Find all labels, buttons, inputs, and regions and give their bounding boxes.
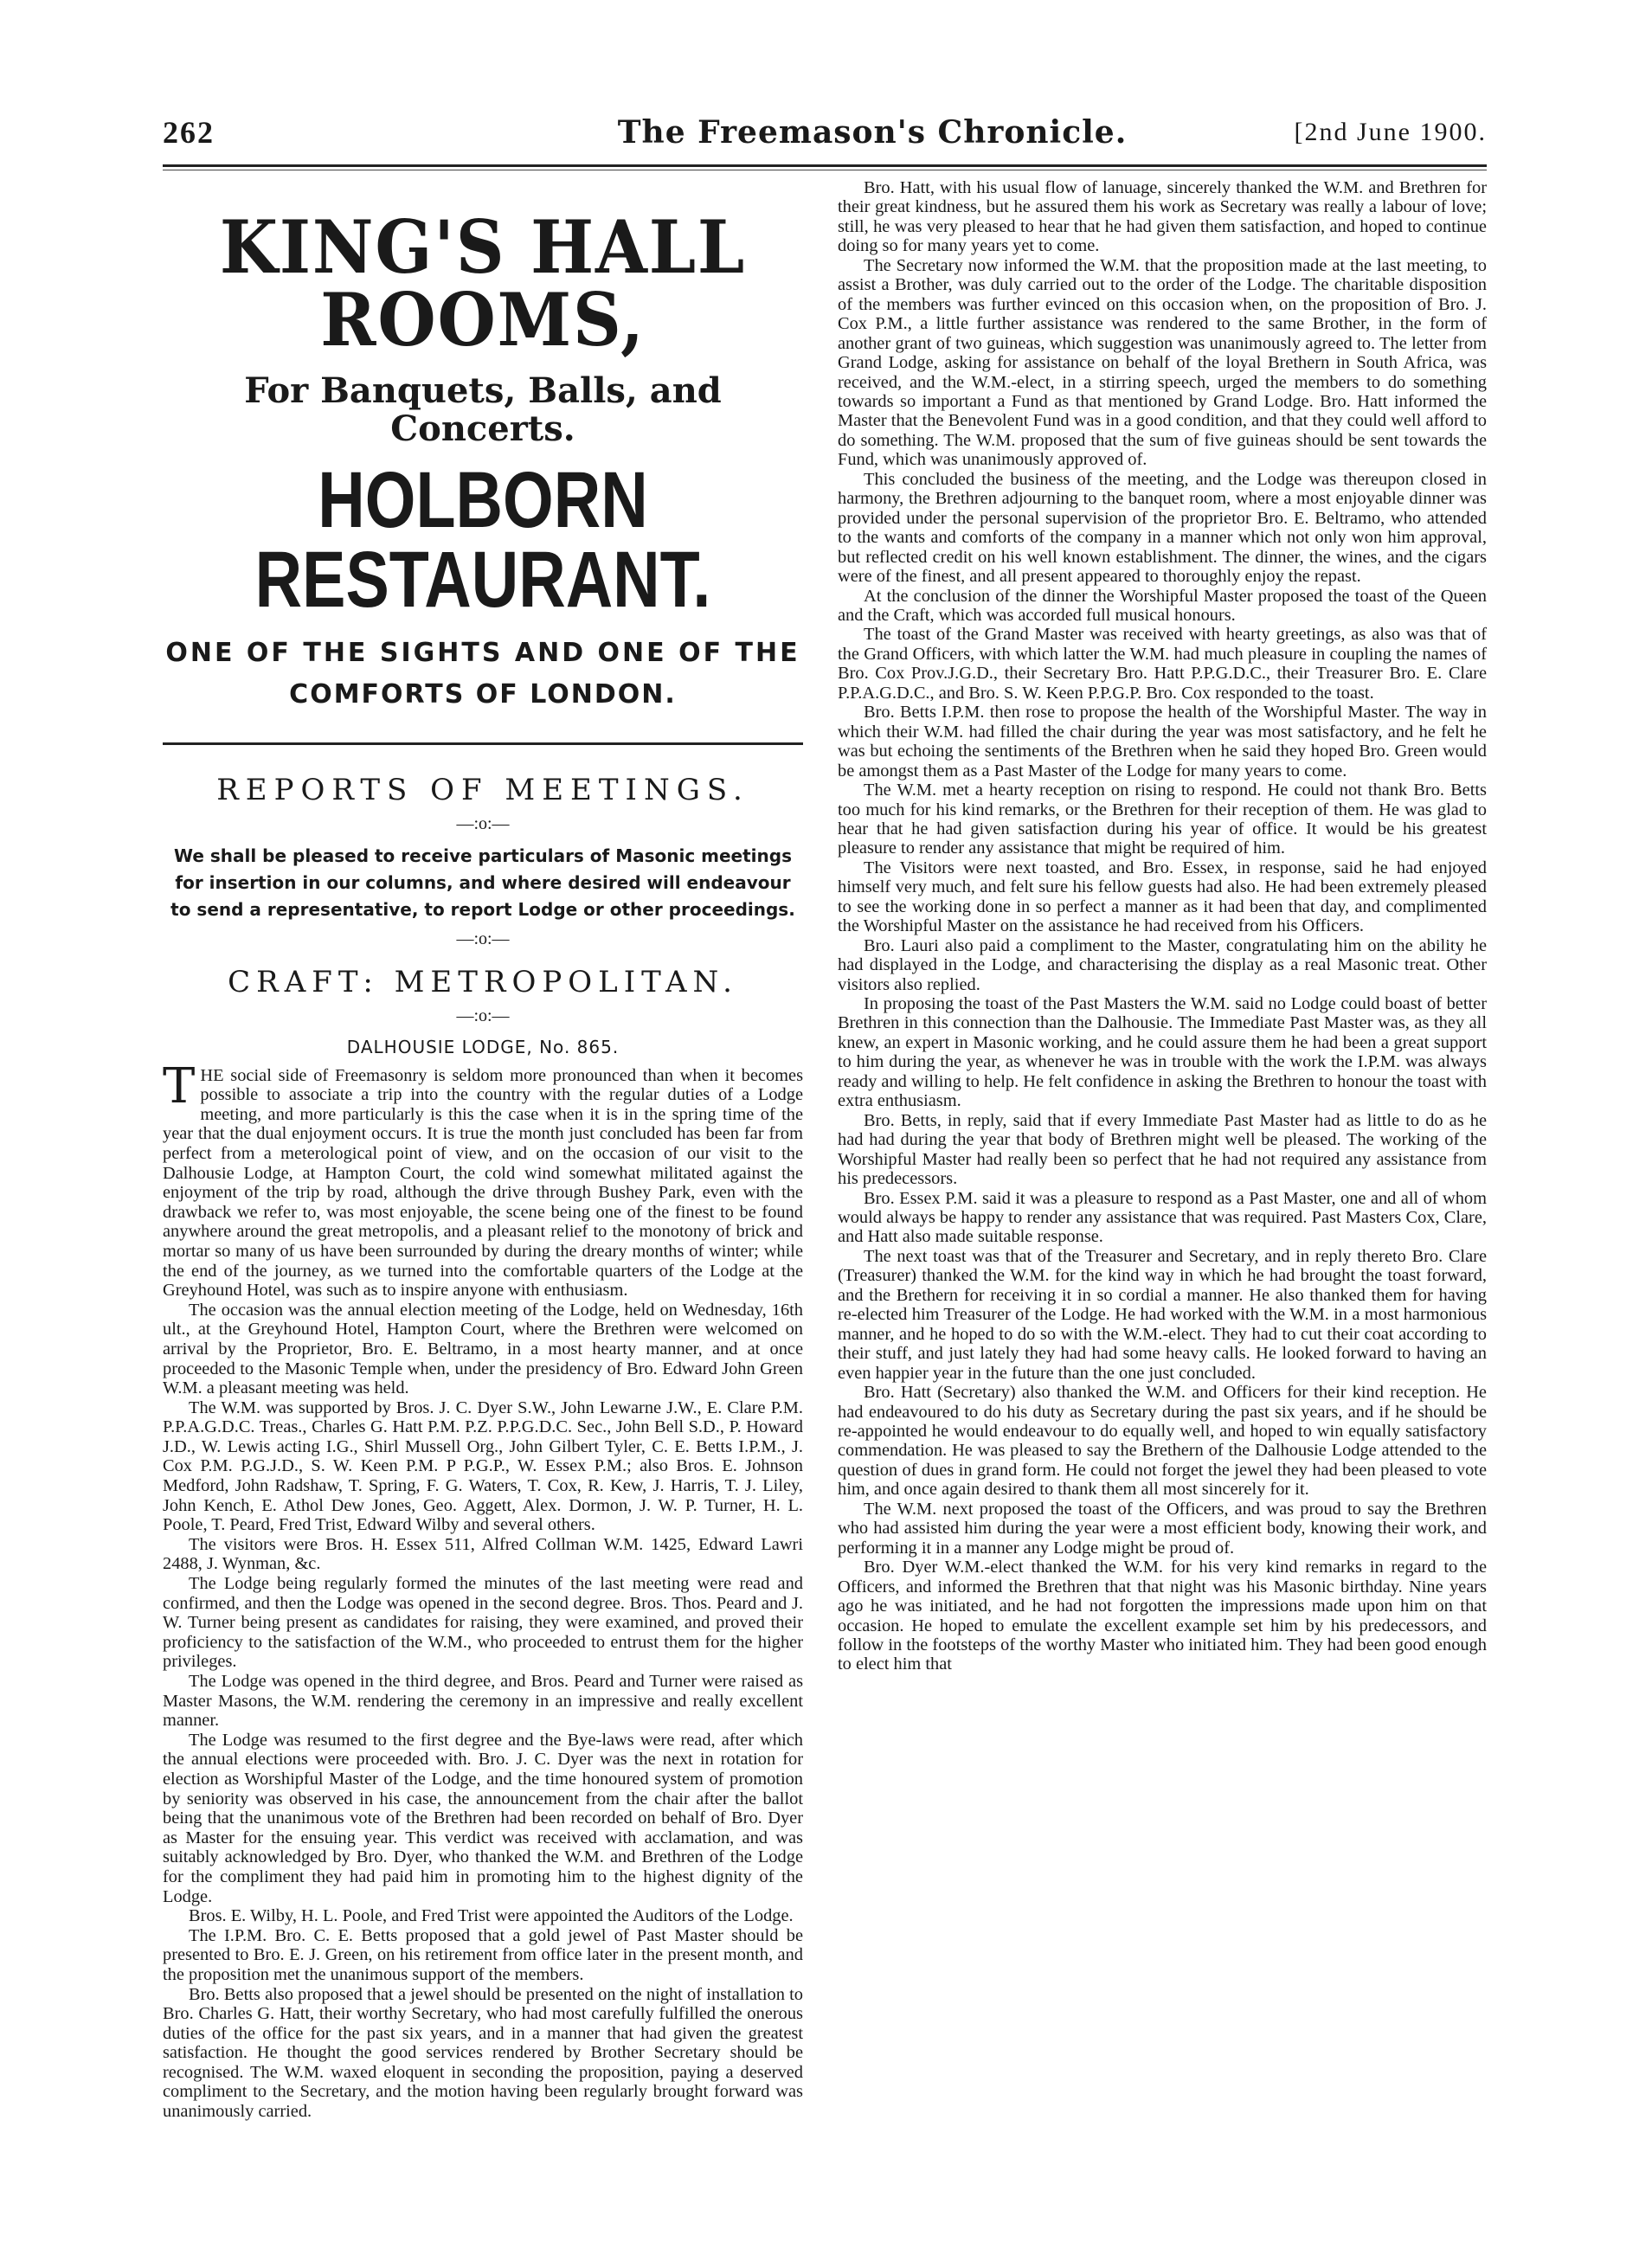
page-number: 262 bbox=[163, 115, 215, 150]
header-rule bbox=[163, 164, 1487, 167]
masthead-title: The Freemason's Chronicle. bbox=[617, 114, 1128, 151]
article-paragraph: The toast of the Grand Master was received with hearty greetings, as also was that of the Grand Officers, with which latter the W.M. had much pleasure in coupling the names of Bro. Cox Prov.J.G.D., their Secretary Bro. Hatt P.P.G.D.C., their Treasurer Bro. E. Clare P.P.A.G.D.C., and Bro. S. W. Keen P.P.G.P. Bro. Cox responded to the toast. bbox=[838, 625, 1487, 703]
article-paragraph: The W.M. next proposed the toast of the Officers, and was proud to say the Brethren who had assisted him during the year were a most efficient body, knowing their work, and performing it in a manner any Lodge might be proud of. bbox=[838, 1499, 1487, 1558]
ad-comforts-line: COMFORTS OF LONDON. bbox=[289, 679, 677, 710]
article-paragraph: The next toast was that of the Treasurer and Secretary, and in reply thereto Bro. Clare (Treasurer) thanked the W.M. for the kind way in which he had brought the toast forward, and the Brethern for receiving it in so cordial a manner. He also thanked them for having re-elected him Treasurer of the Lodge. He had worked with the W.M. in a most harmonious manner, and he hoped to do so with the W.M.-elect. They had to cut their coat according to their stuff, and just lately they had had some heavy calls. He looked forward to having an even happier year in the future than the one just concluded. bbox=[838, 1246, 1487, 1383]
ad-kings-hall: KING'S HALL ROOMS, bbox=[219, 204, 747, 363]
ad-banquets-line: For Banquets, Balls, and Concerts. bbox=[244, 370, 722, 449]
article-paragraph: The occasion was the annual election meeting of the Lodge, held on Wednesday, 16th ult., at the Greyhound Hotel, Hampton Court, where the Brethren were welcomed on arrival by the Proprietor, Bro. E. Beltramo, in a most hearty manner, and at once proceeded to the Masonic Temple when, under the presidency of Bro. Edward John Green W.M. a pleasant meeting was held. bbox=[163, 1300, 803, 1398]
issue-date: [2nd June 1900. bbox=[1294, 118, 1487, 146]
reports-heading: REPORTS OF MEETINGS. bbox=[216, 773, 749, 807]
article-paragraph: Bro. Betts I.P.M. then rose to propose the health of the Worshipful Master. The way in which their W.M. had filled the chair during the year was most satisfactory, and he felt he was but echoing the sentiments of the Brethren when he said they hoped Bro. Green would be amongst them as a Past Master of the Lodge for many years to come. bbox=[838, 703, 1487, 781]
article-paragraph: Bro. Hatt, with his usual flow of lanuage, sincerely thanked the W.M. and Brethren for their great kindness, but he assured them his work as Secretary was really a labour of love; still, he was very pleased to hear that he had given them satisfaction, and hoped to continue doing so for many years yet to come. bbox=[838, 178, 1487, 256]
left-column bbox=[163, 182, 803, 2122]
article-paragraph: Bro. Betts also proposed that a jewel should be presented on the night of installation to Bro. Charles G. Hatt, their worthy Secretary, who had most carefully fulfilled the onerous duties of the office for the past six years, and in a manner that had given the greatest satisfaction. He thought the good services rendered by Brother Secretary should be recognised. The W.M. waxed eloquent in seconding the proposition, paying a deserved compliment to the Secretary, and the motion having been regularly brought forward was unanimously carried. bbox=[163, 1984, 803, 2122]
article-paragraph: In proposing the toast of the Past Masters the W.M. said no Lodge could boast of better Brethren in this connection than the Dalhousie. The Immediate Past Master was, as they all knew, an expert in Masonic working, and he could assure them he had been a great support to him during the year, as whenever he was in trouble with the work the I.P.M. was always ready and willing to help. He felt confidence in asking the Brethren to honour the toast with extra enthusiasm. bbox=[838, 994, 1487, 1111]
article-paragraph: The Secretary now informed the W.M. that the proposition made at the last meeting, to assist a Brother, was duly carried out to the order of the Lodge. The charitable disposition of the members was further evinced on this occasion when, on the proposition of Bro. J. Cox P.M., a little further assistance was rendered to the same Brother, in the form of another grant of two guineas, which suggestion was unanimously agreed to. The letter from Grand Lodge, asking for assistance on behalf of the loyal Brethern in South Africa, was received, and the W.M.-elect, in a stirring speech, urged the members to do something towards so important a Fund as that mentioned by Grand Lodge. Bro. Hatt informed the Master that the Benevolent Fund was in a good condition, and that they could well afford to do something. The W.M. proposed that the sum of five guineas should be sent towards the Fund, which was unanimously approved of. bbox=[838, 255, 1487, 470]
article-paragraph: Bros. E. Wilby, H. L. Poole, and Fred Trist were appointed the Auditors of the Lodge. bbox=[189, 1906, 794, 1926]
ad-divider bbox=[163, 742, 803, 745]
article-paragraph: This concluded the business of the meeting, and the Lodge was thereupon closed in harmony, the Brethren adjourning to the banquet room, where a most enjoyable dinner was provided under the personal supervision of the proprietor Bro. E. Beltramo, who attended to the wants and comforts of the company in a manner which not only won him approval, but reflected credit on his well known establishment. The dinner, the wines, and the cigars were of the finest, and all present appeared to thoroughly enjoy the repast. bbox=[838, 469, 1487, 587]
article-paragraph: Bro. Essex P.M. said it was a pleasure to respond as a Past Master, one and all of whom would always be happy to render any assistance that was required. Past Masters Cox, Clare, and Hatt also made suitable response. bbox=[838, 1188, 1487, 1247]
advertisement bbox=[163, 204, 803, 745]
running-header bbox=[163, 114, 1487, 163]
article-paragraph: The Lodge was opened in the third degree, and Bros. Peard and Turner were raised as Master Masons, the W.M. rendering the ceremony in an impressive and really excellent manner. bbox=[163, 1672, 803, 1731]
article-paragraph: The Lodge was resumed to the first degree and the Bye-laws were read, after which the annual elections were proceeded with. Bro. J. C. Dyer was the next in rotation for election as Worshipful Master of the Lodge, and the time honoured system of promotion by seniority was observed in his case, the announcement from the chair after the ballot being that the unanimous vote of the Brethren had been recorded on behalf of Bro. Dyer as Master for the ensuing year. This verdict was received with acclamation, and was suitably acknowledged by Bro. Dyer, who thanked the W.M. and Brethren of the Lodge for the compliment they had paid him in promoting him to the highest dignity of the Lodge. bbox=[163, 1730, 803, 1906]
article-paragraph: Bro. Dyer W.M.-elect thanked the W.M. for his very kind remarks in regard to the Officers, and informed the Brethren that that night was his Masonic birthday. Nine years ago he was initiated, and he had not forgotten the impressions made upon him on that occasion. He hoped to emulate the excellent example set him by his predecessors, and follow in the footsteps of the worthy Master who initiated him. They had been good enough to elect him that bbox=[838, 1558, 1487, 1674]
article-paragraph: The Lodge being regularly formed the minutes of the last meeting were read and confirmed, and then the Lodge was opened in the second degree. Bros. Thos. Peard and J. W. Turner being present as candidates for raising, they were examined, and proved their proficiency to the satisfaction of the W.M., who proceeded to entrust them for the higher privileges. bbox=[163, 1574, 803, 1672]
craft-heading: CRAFT: METROPOLITAN. bbox=[228, 964, 738, 999]
article-paragraph: The I.P.M. Bro. C. E. Betts proposed that a gold jewel of Past Master should be presented to Bro. E. J. Green, on his retirement from office later in the present month, and the proposition met the unanimous support of the members. bbox=[163, 1925, 803, 1984]
ornament-separator-3: —:o:— bbox=[456, 1006, 510, 1025]
article-paragraph: The W.M. met a hearty reception on rising to respond. He could not thank Bro. Betts too much for his kind remarks, or the Brethren for their reception of them. He was glad to hear that he had given satisfaction during his year of office. It would be his greatest pleasure to render any assistance that might be required of him. bbox=[838, 781, 1487, 858]
ad-sights-line: ONE OF THE SIGHTS AND ONE OF THE bbox=[165, 638, 800, 668]
lodge-heading: DALHOUSIE LODGE, No. 865. bbox=[346, 1036, 620, 1057]
ad-holborn-restaurant: HOLBORN RESTAURANT. bbox=[254, 456, 711, 624]
right-column bbox=[838, 178, 1487, 1674]
article-paragraph: The Visitors were next toasted, and Bro. Essex, in response, said he had enjoyed himself very much, and felt sure his fellow guests had also. He had been extremely pleased to see the working done in so perfect a manner as it had been that day, and complimented the Worshipful Master on the assistance he had received from his Officers. bbox=[838, 858, 1487, 936]
article-paragraph: Bro. Hatt (Secretary) also thanked the W.M. and Officers for their kind reception. He had endeavoured to do his duty as Secretary during the past six years, and if he should be re-appointed he would endeavour to do equally well, and hoped to win equally satisfactory commendation. He was pleased to say the Brethern of the Dalhousie Lodge attended to the question of dues in grand form. He could not forget the jewel they had been pleased to vote him, and once again desired to thank them all most sincerely for it. bbox=[838, 1383, 1487, 1500]
article-paragraph: Bro. Betts, in reply, said that if every Immediate Past Master had as little to do as he had had during the year that body of Brethren might well be pleased. The working of the Worshipful Master had really been so perfect that he had not required any assistance from his predecessors. bbox=[838, 1110, 1487, 1189]
article-paragraph: Bro. Lauri also paid a compliment to the Master, congratulating him on the ability he had displayed in the Lodge, and characterising the display as a real Masonic treat. Other visitors also replied. bbox=[838, 935, 1487, 994]
drop-cap: T bbox=[163, 1057, 196, 1115]
article-right-body bbox=[838, 178, 1487, 1674]
article-paragraph: The W.M. was supported by Bros. J. C. Dyer S.W., John Lewarne J.W., E. Clare P.M. P.P.A.G.D.C. Treas., Charles G. Hatt P.M. P.Z. P.P.G.D.C. Sec., John Bell S.D., P. Howard J.D., W. Lewis acting I.G., Shirl Mussell Org., John Gilbert Tyler, C. E. Betts I.P.M., J. Cox P.M. P.G.J.D., S. W. Keen P.M. P P.G.P., W. Essex P.M.; also Bros. E. Johnson Medford, John Radshaw, T. Spring, F. G. Waters, T. Cox, R. Kew, J. Harris, T. J. Liley, John Kench, E. Athol Dew Jones, Geo. Aggett, Alex. Dormon, J. W. P. Turner, H. L. Poole, T. Peard, Fred Trist, Edward Wilby and several others. bbox=[163, 1397, 803, 1535]
ornament-separator-2: —:o:— bbox=[456, 928, 510, 948]
article-paragraph: At the conclusion of the dinner the Worshipful Master proposed the toast of the Queen and the Craft, which was accorded full musical honours. bbox=[838, 586, 1487, 625]
article-paragraph: THE social side of Freemasonry is seldom more pronounced than when it becomes possible to associate a trip into the country with the regular duties of a Lodge meeting, and more particularly is this the case when it is in the spring time of the year that the dual enjoyment occurs. It is true the month just concluded has been far from perfect from a meterological point of view, and on the occasion of our visit to the Dalhousie Lodge, at Hampton Court, the cold wind somewhat militated against the enjoyment of the trip by road, although the drive through Bushey Park, even with the drawback we refer to, was most enjoyable, the scene being one of the finest to be found anywhere around the great metropolis, and a pleasant relief to the monotony of brick and mortar so many of us have been surrounded by during the dreary months of winter; while the end of the journey, as we turned into the comfortable quarters of the Lodge at the Greyhound Hotel, was such as to inspire anyone with enthusiasm. bbox=[163, 1057, 803, 1301]
article-paragraph: The visitors were Bros. H. Essex 511, Alfred Collman W.M. 1425, Edward Lawri 2488, J. Wynman, &c. bbox=[163, 1534, 803, 1574]
article-left-body bbox=[163, 1057, 803, 2122]
ornament-separator: —:o:— bbox=[456, 813, 510, 833]
editorial-notice: We shall be pleased to receive particulars of Masonic meetings for insertion in our columns, and where desired will endeavour to send a representative, to report Lodge or other proceedings. bbox=[170, 845, 795, 920]
